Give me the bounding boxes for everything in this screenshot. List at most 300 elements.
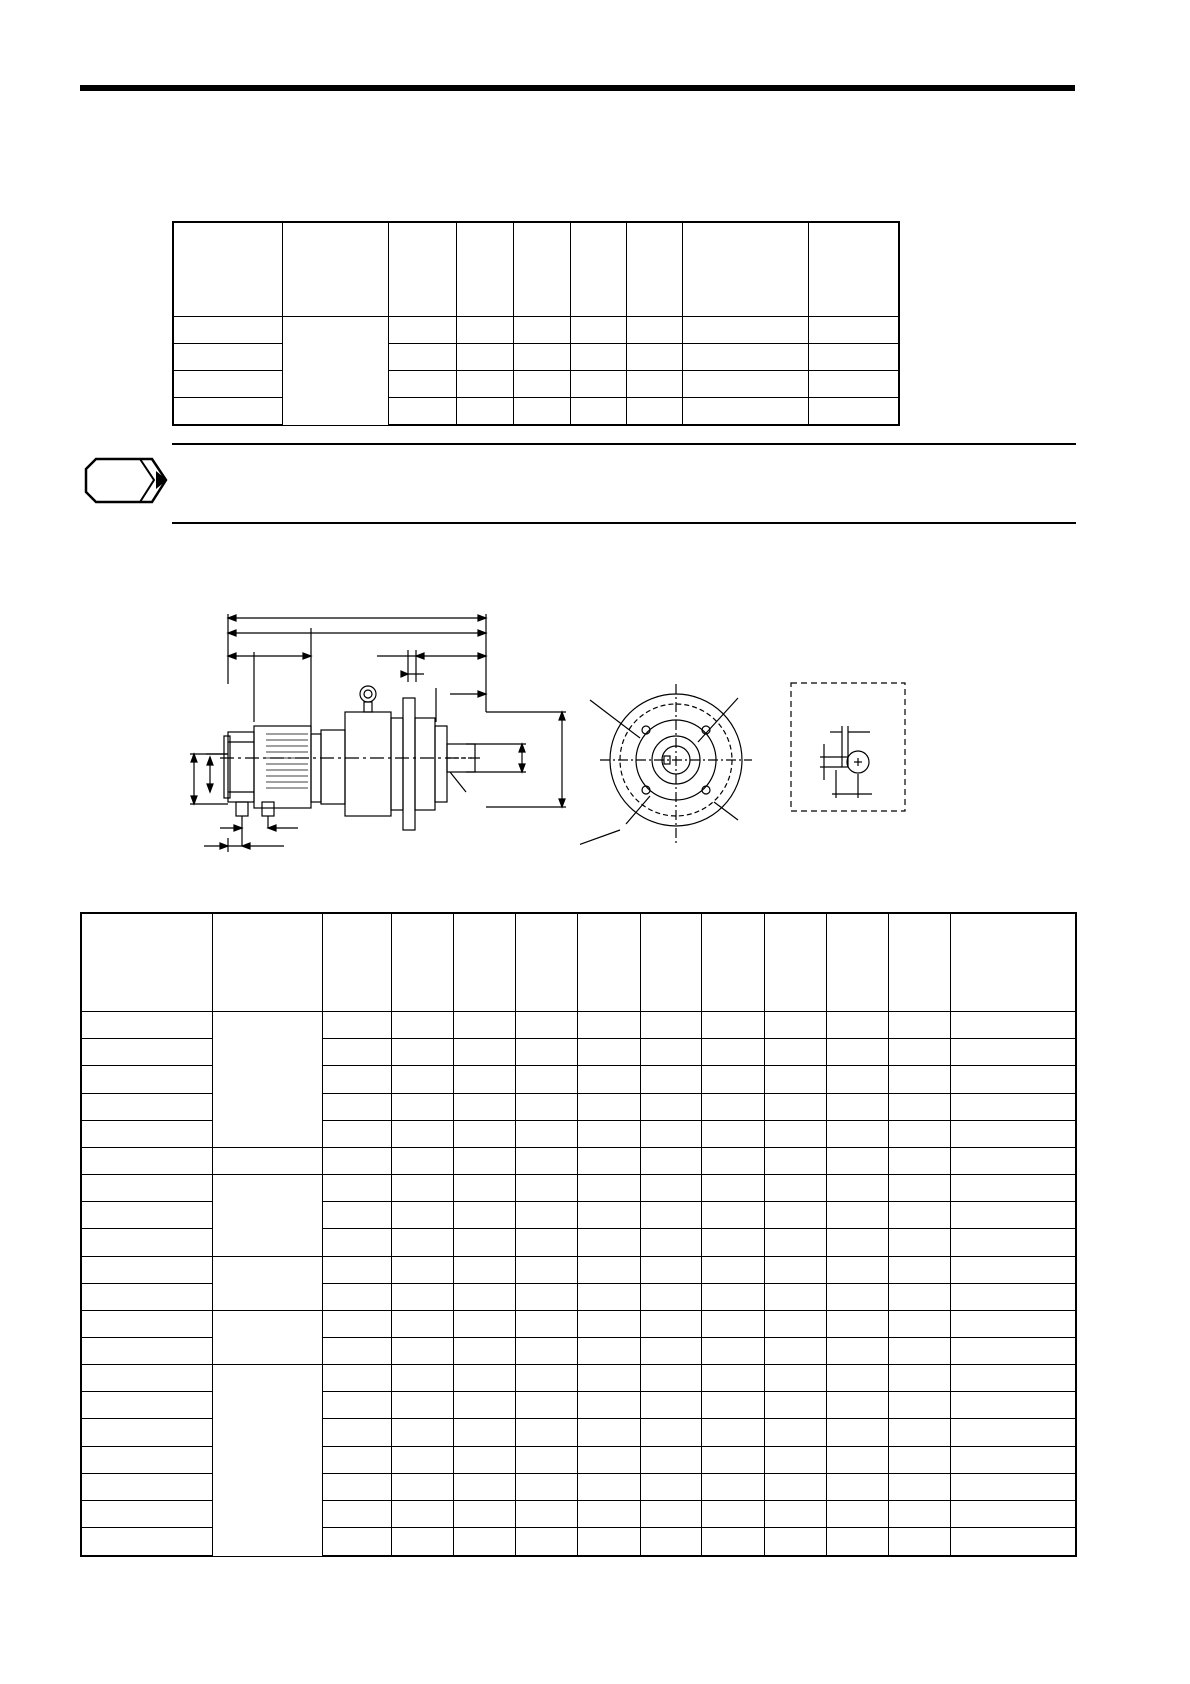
cell xyxy=(764,1419,827,1446)
cell xyxy=(702,1283,765,1310)
cell xyxy=(951,1039,1076,1066)
header-cell xyxy=(702,913,765,1012)
cell xyxy=(808,343,899,370)
cell xyxy=(578,1473,641,1500)
cell xyxy=(888,1283,951,1310)
cell xyxy=(702,1120,765,1147)
cell xyxy=(827,1365,888,1392)
cell xyxy=(682,370,808,397)
cell xyxy=(81,1337,212,1364)
merged-cell xyxy=(212,1256,323,1310)
cell xyxy=(454,1528,515,1556)
cell xyxy=(626,343,682,370)
cell xyxy=(388,370,456,397)
cell xyxy=(388,343,456,370)
cell xyxy=(323,1500,392,1527)
cell xyxy=(570,397,626,425)
table-row xyxy=(81,1175,1076,1202)
cell xyxy=(951,1283,1076,1310)
cell xyxy=(515,1392,578,1419)
cell xyxy=(640,1147,701,1174)
cell xyxy=(81,1392,212,1419)
cell xyxy=(640,1500,701,1527)
cell xyxy=(513,343,570,370)
cell xyxy=(702,1310,765,1337)
cell xyxy=(391,1120,454,1147)
cell xyxy=(391,1147,454,1174)
cell xyxy=(888,1039,951,1066)
header-cell xyxy=(827,913,888,1012)
cell xyxy=(212,1147,323,1174)
header-cell xyxy=(454,913,515,1012)
cell xyxy=(578,1419,641,1446)
cell xyxy=(888,1175,951,1202)
cell xyxy=(626,397,682,425)
cell xyxy=(515,1337,578,1364)
cell xyxy=(702,1256,765,1283)
cell xyxy=(323,1365,392,1392)
cell xyxy=(702,1500,765,1527)
cell xyxy=(81,1365,212,1392)
table-row xyxy=(81,1310,1076,1337)
cell xyxy=(454,1120,515,1147)
cell xyxy=(323,1473,392,1500)
cell xyxy=(640,1175,701,1202)
cell xyxy=(827,1446,888,1473)
cell xyxy=(764,1337,827,1364)
header-cell xyxy=(808,222,899,316)
cell xyxy=(570,370,626,397)
cell xyxy=(702,1175,765,1202)
cell xyxy=(454,1012,515,1039)
cell xyxy=(764,1012,827,1039)
cell xyxy=(81,1012,212,1039)
cell xyxy=(640,1012,701,1039)
cell xyxy=(702,1528,765,1556)
cell xyxy=(808,397,899,425)
cell xyxy=(454,1365,515,1392)
cell xyxy=(888,1500,951,1527)
cell xyxy=(702,1392,765,1419)
cell xyxy=(578,1283,641,1310)
cell xyxy=(578,1012,641,1039)
header-cell xyxy=(640,913,701,1012)
cell xyxy=(827,1528,888,1556)
cell xyxy=(702,1147,765,1174)
header-cell xyxy=(570,222,626,316)
cell xyxy=(323,1337,392,1364)
cell xyxy=(515,1202,578,1229)
cell xyxy=(888,1473,951,1500)
cell xyxy=(456,343,513,370)
cell xyxy=(391,1256,454,1283)
cell xyxy=(391,1066,454,1093)
cell xyxy=(515,1283,578,1310)
bottom-dimension-table xyxy=(80,912,1077,1557)
cell xyxy=(640,1419,701,1446)
cell xyxy=(827,1256,888,1283)
table-row xyxy=(81,1147,1076,1174)
header-cell xyxy=(764,913,827,1012)
cell xyxy=(888,1365,951,1392)
table-row xyxy=(173,397,899,425)
cell xyxy=(323,1229,392,1256)
cell xyxy=(702,1229,765,1256)
flange-end-view-drawing xyxy=(580,680,770,860)
cell xyxy=(702,1202,765,1229)
cell xyxy=(640,1093,701,1120)
cell xyxy=(764,1283,827,1310)
cell xyxy=(640,1066,701,1093)
cell xyxy=(888,1147,951,1174)
header-rule xyxy=(80,85,1075,91)
cell xyxy=(323,1446,392,1473)
cell xyxy=(578,1392,641,1419)
cell xyxy=(454,1175,515,1202)
motor-side-view-drawing xyxy=(180,602,580,864)
top-dimension-table xyxy=(172,221,900,426)
cell xyxy=(827,1202,888,1229)
cell xyxy=(951,1202,1076,1229)
cell xyxy=(951,1337,1076,1364)
cell xyxy=(454,1419,515,1446)
cell xyxy=(578,1147,641,1174)
cell xyxy=(323,1120,392,1147)
cell xyxy=(456,397,513,425)
cell xyxy=(888,1012,951,1039)
cell xyxy=(570,316,626,343)
cell xyxy=(323,1392,392,1419)
cell xyxy=(764,1256,827,1283)
cell xyxy=(454,1473,515,1500)
cell xyxy=(515,1175,578,1202)
cell xyxy=(323,1147,392,1174)
merged-cell xyxy=(212,1365,323,1556)
cell xyxy=(81,1202,212,1229)
cell xyxy=(515,1365,578,1392)
cell xyxy=(173,397,282,425)
cell xyxy=(323,1283,392,1310)
cell xyxy=(640,1310,701,1337)
cell xyxy=(454,1147,515,1174)
cell xyxy=(764,1473,827,1500)
cell xyxy=(640,1337,701,1364)
note-bottom-rule xyxy=(172,522,1076,524)
cell xyxy=(951,1229,1076,1256)
cell xyxy=(515,1012,578,1039)
cell xyxy=(570,343,626,370)
cell xyxy=(702,1012,765,1039)
table-header-row xyxy=(81,913,1076,1012)
cell xyxy=(827,1147,888,1174)
cell xyxy=(81,1283,212,1310)
cell xyxy=(81,1446,212,1473)
cell xyxy=(951,1500,1076,1527)
cell xyxy=(515,1120,578,1147)
cell xyxy=(626,370,682,397)
cell xyxy=(764,1039,827,1066)
cell xyxy=(640,1039,701,1066)
cell xyxy=(578,1310,641,1337)
cell xyxy=(764,1229,827,1256)
cell xyxy=(951,1147,1076,1174)
cell xyxy=(682,343,808,370)
cell xyxy=(702,1473,765,1500)
cell xyxy=(513,370,570,397)
cell xyxy=(578,1066,641,1093)
cell xyxy=(323,1175,392,1202)
cell xyxy=(764,1066,827,1093)
cell xyxy=(764,1500,827,1527)
cell xyxy=(578,1337,641,1364)
cell xyxy=(764,1528,827,1556)
cell xyxy=(81,1175,212,1202)
cell xyxy=(578,1175,641,1202)
merged-cell xyxy=(212,1012,323,1148)
header-cell xyxy=(212,913,323,1012)
cell xyxy=(888,1528,951,1556)
cell xyxy=(888,1446,951,1473)
cell xyxy=(682,397,808,425)
cell xyxy=(702,1039,765,1066)
cell xyxy=(702,1446,765,1473)
header-cell xyxy=(391,913,454,1012)
cell xyxy=(81,1473,212,1500)
cell xyxy=(513,316,570,343)
cell xyxy=(391,1283,454,1310)
cell xyxy=(764,1392,827,1419)
cell xyxy=(888,1392,951,1419)
cell xyxy=(640,1120,701,1147)
cell xyxy=(515,1419,578,1446)
cell xyxy=(81,1419,212,1446)
cell xyxy=(515,1446,578,1473)
cell xyxy=(515,1500,578,1527)
cell xyxy=(808,370,899,397)
cell xyxy=(888,1337,951,1364)
cell xyxy=(388,316,456,343)
cell xyxy=(81,1120,212,1147)
cell xyxy=(391,1175,454,1202)
cell xyxy=(702,1365,765,1392)
cell xyxy=(391,1419,454,1446)
cell xyxy=(951,1093,1076,1120)
table-row xyxy=(173,370,899,397)
cell xyxy=(888,1120,951,1147)
merged-cell xyxy=(212,1175,323,1256)
header-cell xyxy=(323,913,392,1012)
cell xyxy=(513,397,570,425)
cell xyxy=(827,1012,888,1039)
cell xyxy=(323,1528,392,1556)
pencil-note-icon xyxy=(84,455,170,509)
cell xyxy=(640,1256,701,1283)
cell xyxy=(391,1365,454,1392)
cell xyxy=(323,1012,392,1039)
cell xyxy=(323,1310,392,1337)
header-cell xyxy=(951,913,1076,1012)
cell xyxy=(640,1202,701,1229)
cell xyxy=(626,316,682,343)
cell xyxy=(764,1147,827,1174)
cell xyxy=(951,1256,1076,1283)
cell xyxy=(454,1446,515,1473)
cell xyxy=(640,1365,701,1392)
cell xyxy=(454,1229,515,1256)
cell xyxy=(682,316,808,343)
cell xyxy=(702,1419,765,1446)
header-cell xyxy=(388,222,456,316)
cell xyxy=(515,1473,578,1500)
cell xyxy=(391,1337,454,1364)
cell xyxy=(456,370,513,397)
cell xyxy=(951,1310,1076,1337)
cell xyxy=(578,1528,641,1556)
cell xyxy=(391,1202,454,1229)
cell xyxy=(173,343,282,370)
cell xyxy=(578,1446,641,1473)
cell xyxy=(640,1446,701,1473)
header-cell xyxy=(456,222,513,316)
cell xyxy=(81,1147,212,1174)
header-cell xyxy=(888,913,951,1012)
cell xyxy=(515,1039,578,1066)
cell xyxy=(578,1229,641,1256)
shaft-key-detail-drawing xyxy=(790,682,908,812)
cell xyxy=(888,1202,951,1229)
cell xyxy=(764,1446,827,1473)
cell xyxy=(454,1256,515,1283)
cell xyxy=(951,1528,1076,1556)
cell xyxy=(764,1310,827,1337)
cell xyxy=(764,1202,827,1229)
cell xyxy=(640,1473,701,1500)
cell xyxy=(81,1528,212,1556)
cell xyxy=(888,1093,951,1120)
cell xyxy=(81,1229,212,1256)
cell xyxy=(391,1229,454,1256)
cell xyxy=(827,1093,888,1120)
cell xyxy=(173,316,282,343)
cell xyxy=(951,1365,1076,1392)
cell xyxy=(323,1256,392,1283)
cell xyxy=(808,316,899,343)
cell xyxy=(951,1392,1076,1419)
cell xyxy=(515,1256,578,1283)
cell xyxy=(764,1120,827,1147)
table-row xyxy=(81,1365,1076,1392)
cell xyxy=(578,1365,641,1392)
cell xyxy=(323,1039,392,1066)
cell xyxy=(827,1066,888,1093)
header-cell xyxy=(578,913,641,1012)
cell xyxy=(456,316,513,343)
header-cell xyxy=(513,222,570,316)
cell xyxy=(323,1093,392,1120)
cell xyxy=(454,1202,515,1229)
cell xyxy=(515,1229,578,1256)
header-cell xyxy=(682,222,808,316)
cell xyxy=(827,1120,888,1147)
cell xyxy=(515,1310,578,1337)
cell xyxy=(391,1446,454,1473)
cell xyxy=(578,1500,641,1527)
cell xyxy=(702,1093,765,1120)
header-cell xyxy=(173,222,282,316)
header-cell xyxy=(81,913,212,1012)
cell xyxy=(454,1500,515,1527)
table-row xyxy=(81,1012,1076,1039)
cell xyxy=(888,1419,951,1446)
cell xyxy=(391,1039,454,1066)
cell xyxy=(515,1147,578,1174)
cell xyxy=(951,1066,1076,1093)
cell xyxy=(323,1066,392,1093)
cell xyxy=(578,1039,641,1066)
cell xyxy=(702,1337,765,1364)
cell xyxy=(827,1039,888,1066)
cell xyxy=(578,1256,641,1283)
cell xyxy=(827,1500,888,1527)
cell xyxy=(578,1120,641,1147)
cell xyxy=(391,1528,454,1556)
cell xyxy=(515,1093,578,1120)
cell xyxy=(391,1392,454,1419)
table-row xyxy=(173,316,899,343)
cell xyxy=(951,1120,1076,1147)
cell xyxy=(951,1419,1076,1446)
cell xyxy=(827,1473,888,1500)
cell xyxy=(391,1500,454,1527)
cell xyxy=(454,1066,515,1093)
table-row xyxy=(81,1256,1076,1283)
cell xyxy=(764,1365,827,1392)
cell xyxy=(640,1229,701,1256)
cell xyxy=(173,370,282,397)
cell xyxy=(827,1392,888,1419)
merged-cell xyxy=(282,316,388,425)
cell xyxy=(827,1283,888,1310)
cell xyxy=(391,1310,454,1337)
cell xyxy=(323,1419,392,1446)
cell xyxy=(888,1229,951,1256)
cell xyxy=(454,1283,515,1310)
cell xyxy=(888,1066,951,1093)
cell xyxy=(81,1310,212,1337)
cell xyxy=(515,1528,578,1556)
cell xyxy=(81,1066,212,1093)
cell xyxy=(827,1229,888,1256)
cell xyxy=(951,1473,1076,1500)
cell xyxy=(81,1500,212,1527)
cell xyxy=(454,1093,515,1120)
cell xyxy=(391,1473,454,1500)
cell xyxy=(323,1202,392,1229)
cell xyxy=(578,1093,641,1120)
cell xyxy=(827,1175,888,1202)
merged-cell xyxy=(212,1310,323,1364)
cell xyxy=(454,1310,515,1337)
cell xyxy=(640,1528,701,1556)
cell xyxy=(951,1446,1076,1473)
cell xyxy=(515,1066,578,1093)
cell xyxy=(640,1392,701,1419)
cell xyxy=(827,1310,888,1337)
cell xyxy=(951,1012,1076,1039)
cell xyxy=(391,1012,454,1039)
cell xyxy=(454,1337,515,1364)
cell xyxy=(764,1093,827,1120)
